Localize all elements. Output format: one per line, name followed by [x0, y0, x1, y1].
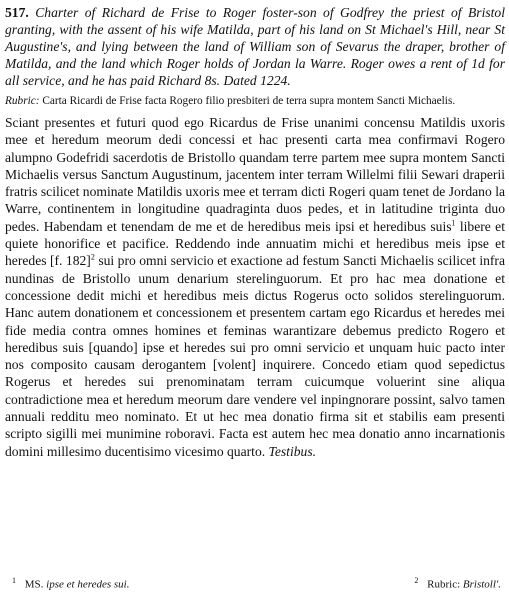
- footnote-1: [12, 574, 129, 592]
- footnote-2-number: 2: [414, 576, 419, 585]
- body-text-part-2: libere et quiete honorifice et pacifice. Reddendo inde annuatim michi et heredibus meis ipse et heredes [f. 182]: [5, 218, 505, 269]
- rubric-text: Carta Ricardi de Frise facta Rogero filio presbiteri de terra supra montem Sancti Michaelis.: [42, 95, 456, 107]
- body-text-part-3: sui pro omni servicio et exactione ad festum Sancti Michaelis scilicet infra nundinas de Bristollo unum denarium sterelinguorum. Et pro hac mea donatione et concessione dedit michi et heredibus meis dictus Rogerus octo solidos sterelinguorum. Hanc autem donationem et concessionem et presentem cartam ego Ricardus et heredes mei fide media contra omnes homines et feminas warantizare debemus predicto Rogero et heredibus suis [quando] ipse et heredes sui pro omni servicio et unquam huic pacto inter nos composito causam derogantem [volent] inquirere. Concedo etiam quod sepedictus Rogerus et heredes sui prenominatam terram cuicumque voluerint sine aliqua contradictione mea et heredum meorum dare vendere vel inpingnorare possint, salvo tamen annuali redditu meo nominato. Et ut hec mea donatio firma sit et stabilis eam presenti scripto sigilli mei munimine roboravi. Facta est autem hec mea donatio anno incarnationis domini millesimo ducentisimo vicesimo quarto.: [5, 253, 505, 459]
- footnote-2: [414, 574, 501, 592]
- charter-number: 517: [5, 5, 26, 20]
- footnote-ref-1: 1: [451, 218, 456, 228]
- testibus: Testibus.: [268, 443, 317, 459]
- charter-description: Charter of Richard de Frise to Roger foster-son of Godfrey the priest of Bristol granting, with the assent of his wife Matilda, part of his land on St Michael's Hill, near St Augustine's, and lying between the land of William son of Sevarus the draper, brother of Matilda, and the land which Roger holds of Jordan la Warre. Roger owes a rent of 1d for all service, and he has paid Richard 8s. Dated 1224.: [5, 5, 505, 88]
- charter-body: [5, 114, 505, 460]
- charter-heading: 517. Charter of Richard de Frise to Roger foster-son of Godfrey the priest of Bristol granting, with the assent of his wife Matilda, part of his land on St Michael's Hill, near St Augustine's, and lying between the land of William son of Sevarus the draper, brother of Matilda, and the land which Roger holds of Jordan la Warre. Roger owes a rent of 1d for all service, and he has paid Richard 8s. Dated 1224.: [5, 5, 505, 88]
- footnote-1-text: ipse et heredes sui.: [46, 578, 130, 591]
- footnote-ref-2: 2: [90, 252, 95, 262]
- footnote-2-prefix: Rubric:: [427, 578, 461, 591]
- charter-page: [5, 4, 505, 460]
- footnote-2-text: Bristoll'.: [462, 578, 501, 591]
- footnotes: [12, 574, 501, 592]
- footnote-1-number: 1: [12, 576, 16, 585]
- body-text-part-1: Sciant presentes et futuri quod ego Ricardus de Frise unanimi concensu Matildis uxoris mee et heredum meorum dedi concessi et hac presenti carta mea confirmavi Rogero alumpno Godefridi sacerdotis de Bristollo quandam terre partem mee supra montem Sancti Michaelis versus Sanctum Augustinum, jacentem inter terram Willelmi filii Sewari draperii fratris scilicet nominate Matildis uxoris mee et terram dicti Rogeri quam tenet de Jordano la Warre, continentem in longitudine quadraginta duos pedes, et in latitudine triginta duo pedes. Habendam et tenendam de me et de heredibus meis ipsi et heredibus suis: [5, 115, 505, 234]
- footnote-1-prefix: MS.: [24, 578, 44, 591]
- rubric-label: Rubric:: [5, 95, 40, 107]
- rubric: [5, 94, 505, 108]
